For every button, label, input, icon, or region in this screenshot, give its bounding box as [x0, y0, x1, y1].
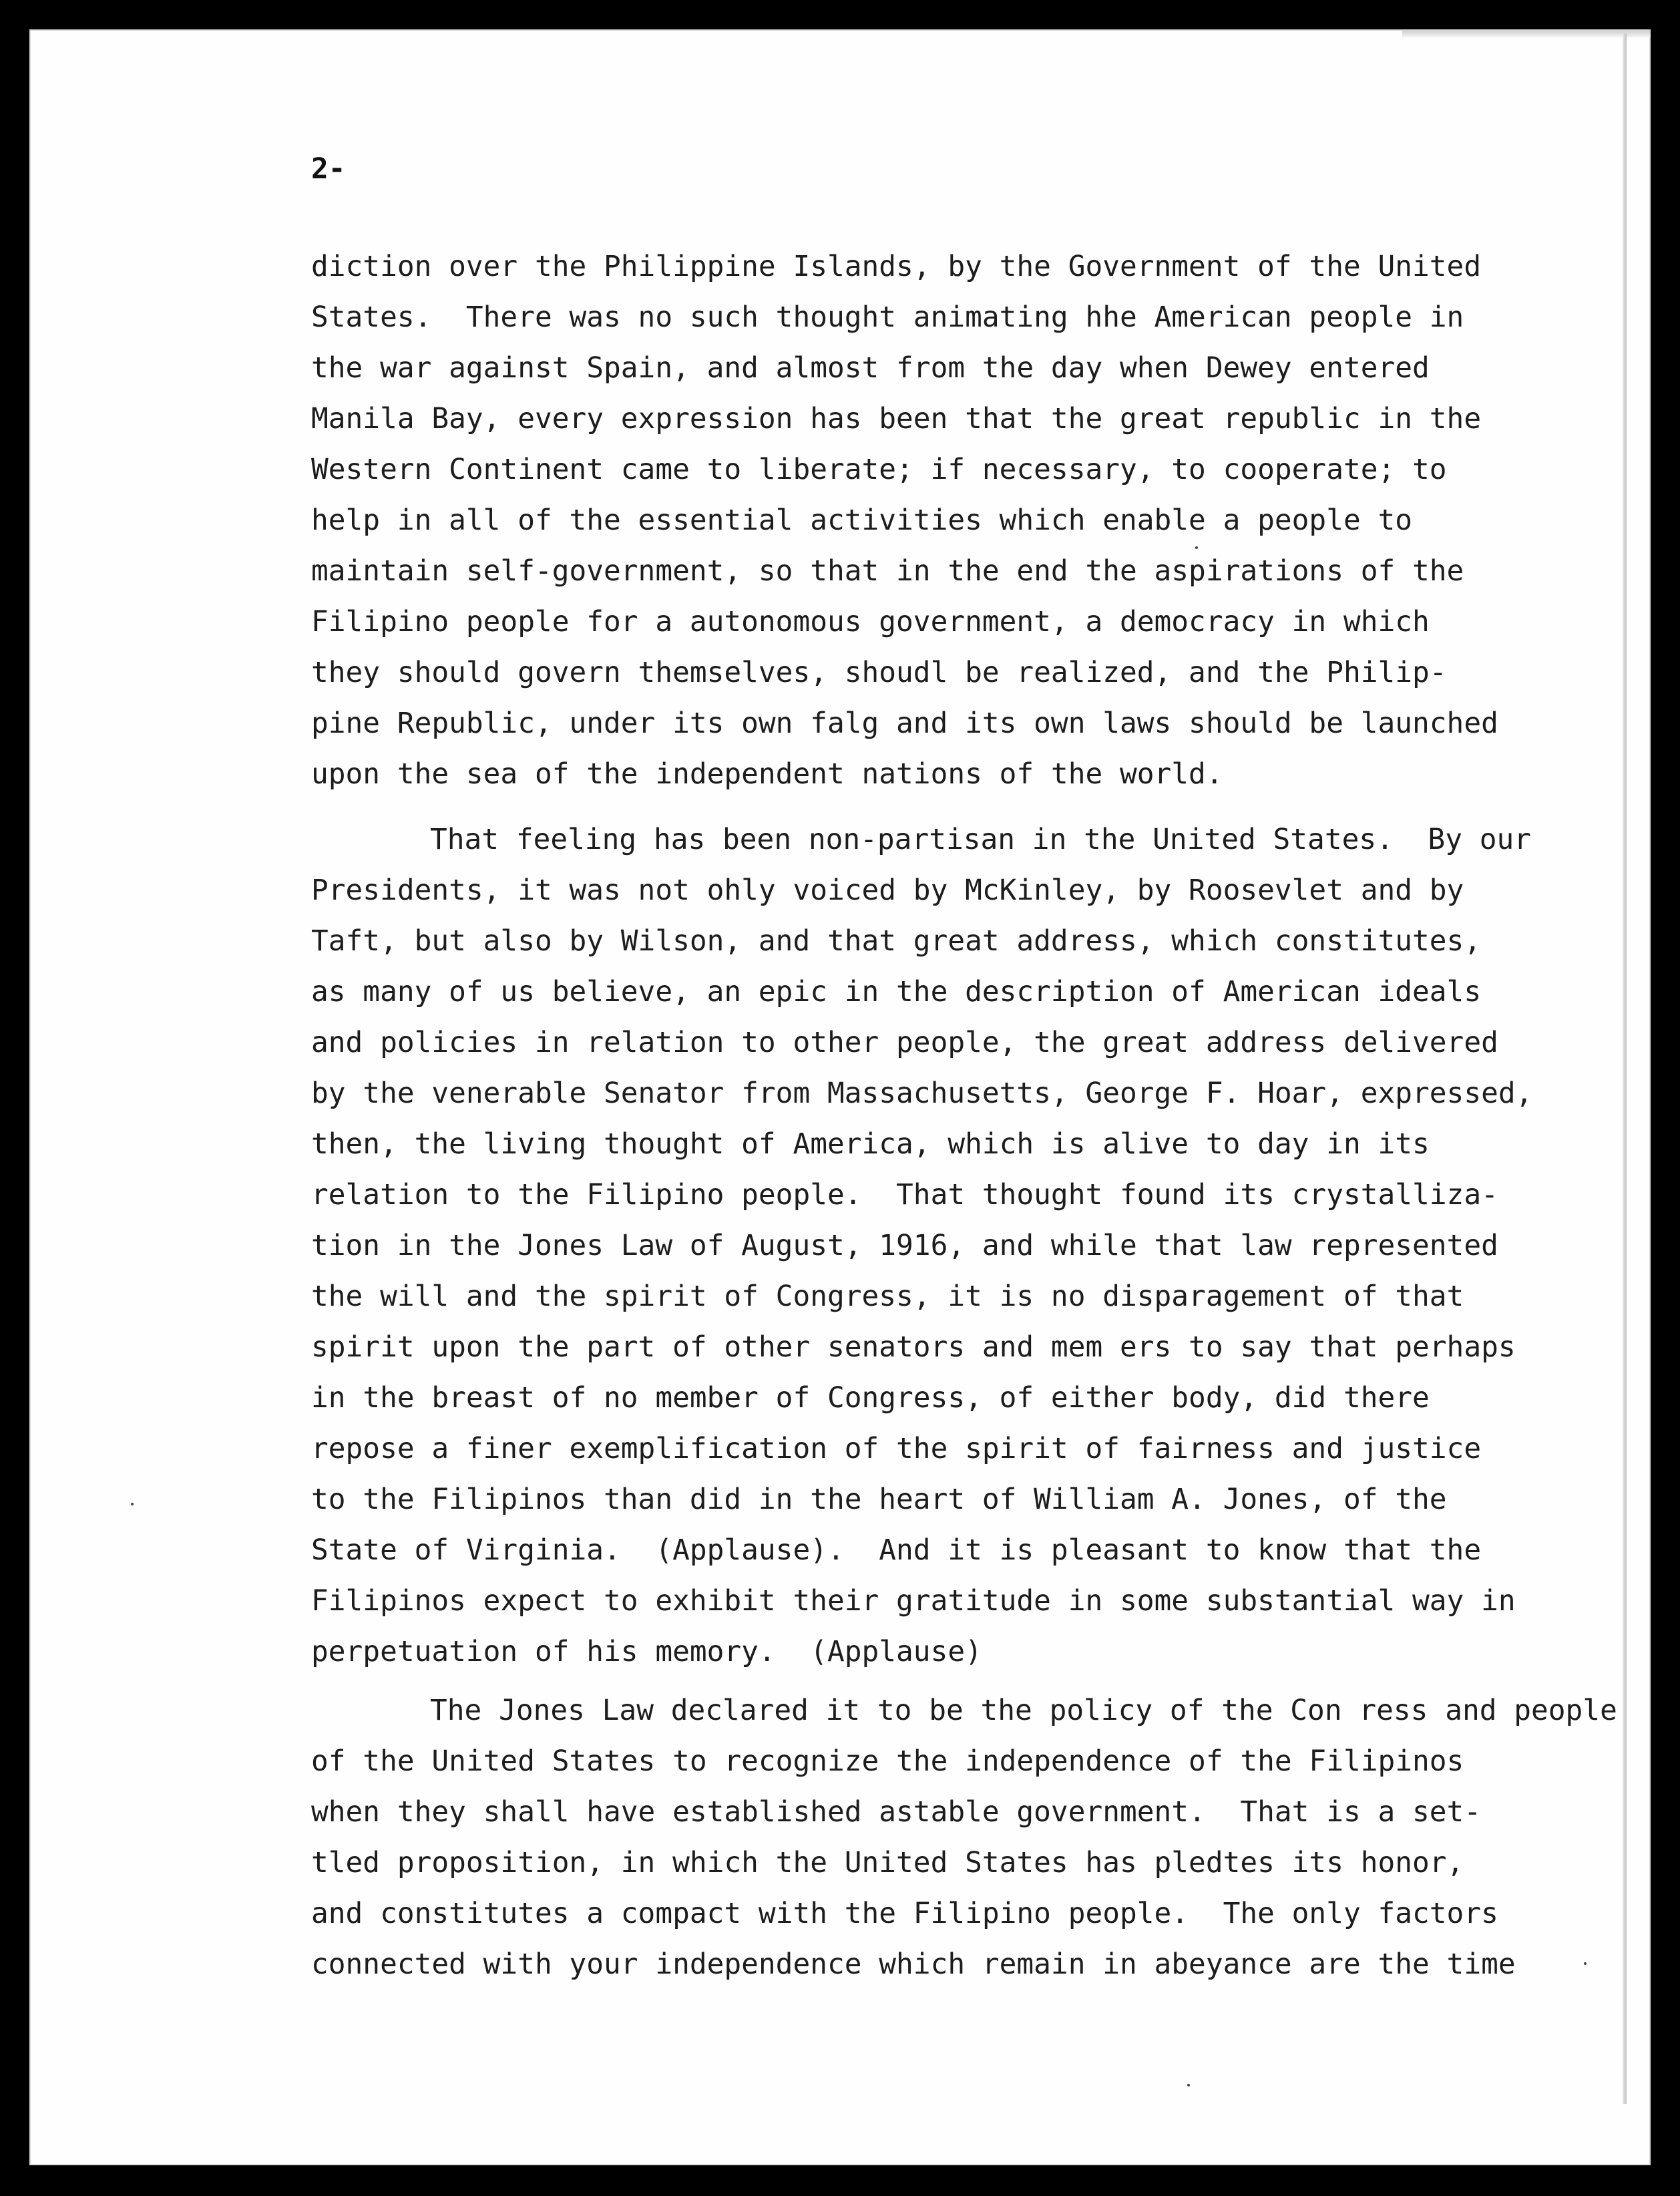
text-line: of the United States to recognize the independence of the Filipinos [311, 1745, 1464, 1778]
text-line: to the Filipinos than did in the heart of William A. Jones, of the [311, 1483, 1447, 1516]
text-line: tion in the Jones Law of August, 1916, and while that law represented [311, 1229, 1498, 1262]
text-line: That feeling has been non-partisan in the United States. By our [430, 823, 1532, 856]
page-number: 2- [311, 152, 346, 186]
text-line: spirit upon the part of other senators and mem ers to say that perhaps [311, 1330, 1516, 1364]
text-line: tled proposition, in which the United States has pledtes its honor, [311, 1846, 1464, 1879]
text-line: by the venerable Senator from Massachusetts, George F. Hoar, expressed, [311, 1077, 1533, 1110]
text-line: they should govern themselves, shoudl be realized, and the Philip- [311, 656, 1447, 689]
text-line: pine Republic, under its own falg and its own laws should be launched [311, 707, 1498, 740]
text-line: maintain self-government, so that in the end the aspirations of the [311, 554, 1464, 588]
text-line: Taft, but also by Wilson, and that great address, which constitutes, [311, 924, 1482, 958]
scan-speck [1187, 2084, 1190, 2086]
text-line: State of Virginia. (Applause). And it is pleasant to know that the [311, 1533, 1482, 1567]
paper-edge-right [1623, 33, 1627, 2104]
text-line: the war against Spain, and almost from the day when Dewey entered [311, 351, 1430, 385]
text-line: Manila Bay, every expression has been that the great republic in the [311, 402, 1482, 435]
text-line: then, the living thought of America, which is alive to day in its [311, 1127, 1430, 1161]
text-line: when they shall have established astable government. That is a set- [311, 1795, 1482, 1829]
text-line: Western Continent came to liberate; if necessary, to cooperate; to [311, 453, 1447, 486]
text-line: perpetuation of his memory. (Applause) [311, 1635, 982, 1668]
text-line: and constitutes a compact with the Filipino people. The only factors [311, 1897, 1498, 1930]
scan-speck [131, 1503, 134, 1505]
text-line: the will and the spirit of Congress, it is no disparagement of that [311, 1280, 1464, 1313]
text-line: connected with your independence which remain in abeyance are the time [311, 1948, 1516, 1981]
text-line: Filipinos expect to exhibit their gratitude in some substantial way in [311, 1584, 1516, 1618]
text-line: upon the sea of the independent nations of the world. [311, 757, 1223, 791]
scan-speck [1195, 546, 1198, 549]
text-line: help in all of the essential activities which enable a people to [311, 504, 1413, 537]
text-line: repose a finer exemplification of the spirit of fairness and justice [311, 1432, 1482, 1465]
scan-speck [1584, 1962, 1587, 1965]
text-line: diction over the Philippine Islands, by the Government of the United [311, 250, 1482, 283]
text-line: Presidents, it was not ohly voiced by McKinley, by Roosevlet and by [311, 874, 1464, 907]
text-line: relation to the Filipino people. That thought found its crystalliza- [311, 1178, 1498, 1212]
paper-edge-top [1402, 31, 1651, 37]
text-line: Filipino people for a autonomous government, a democracy in which [311, 605, 1430, 638]
text-line: The Jones Law declared it to be the policy of the Con ress and people [430, 1694, 1617, 1727]
text-line: and policies in relation to other people, the great address delivered [311, 1026, 1498, 1059]
text-line: States. There was no such thought animating hhe American people in [311, 301, 1464, 334]
text-line: in the breast of no member of Congress, of either body, did there [311, 1381, 1430, 1415]
text-line: as many of us believe, an epic in the description of American ideals [311, 975, 1482, 1009]
